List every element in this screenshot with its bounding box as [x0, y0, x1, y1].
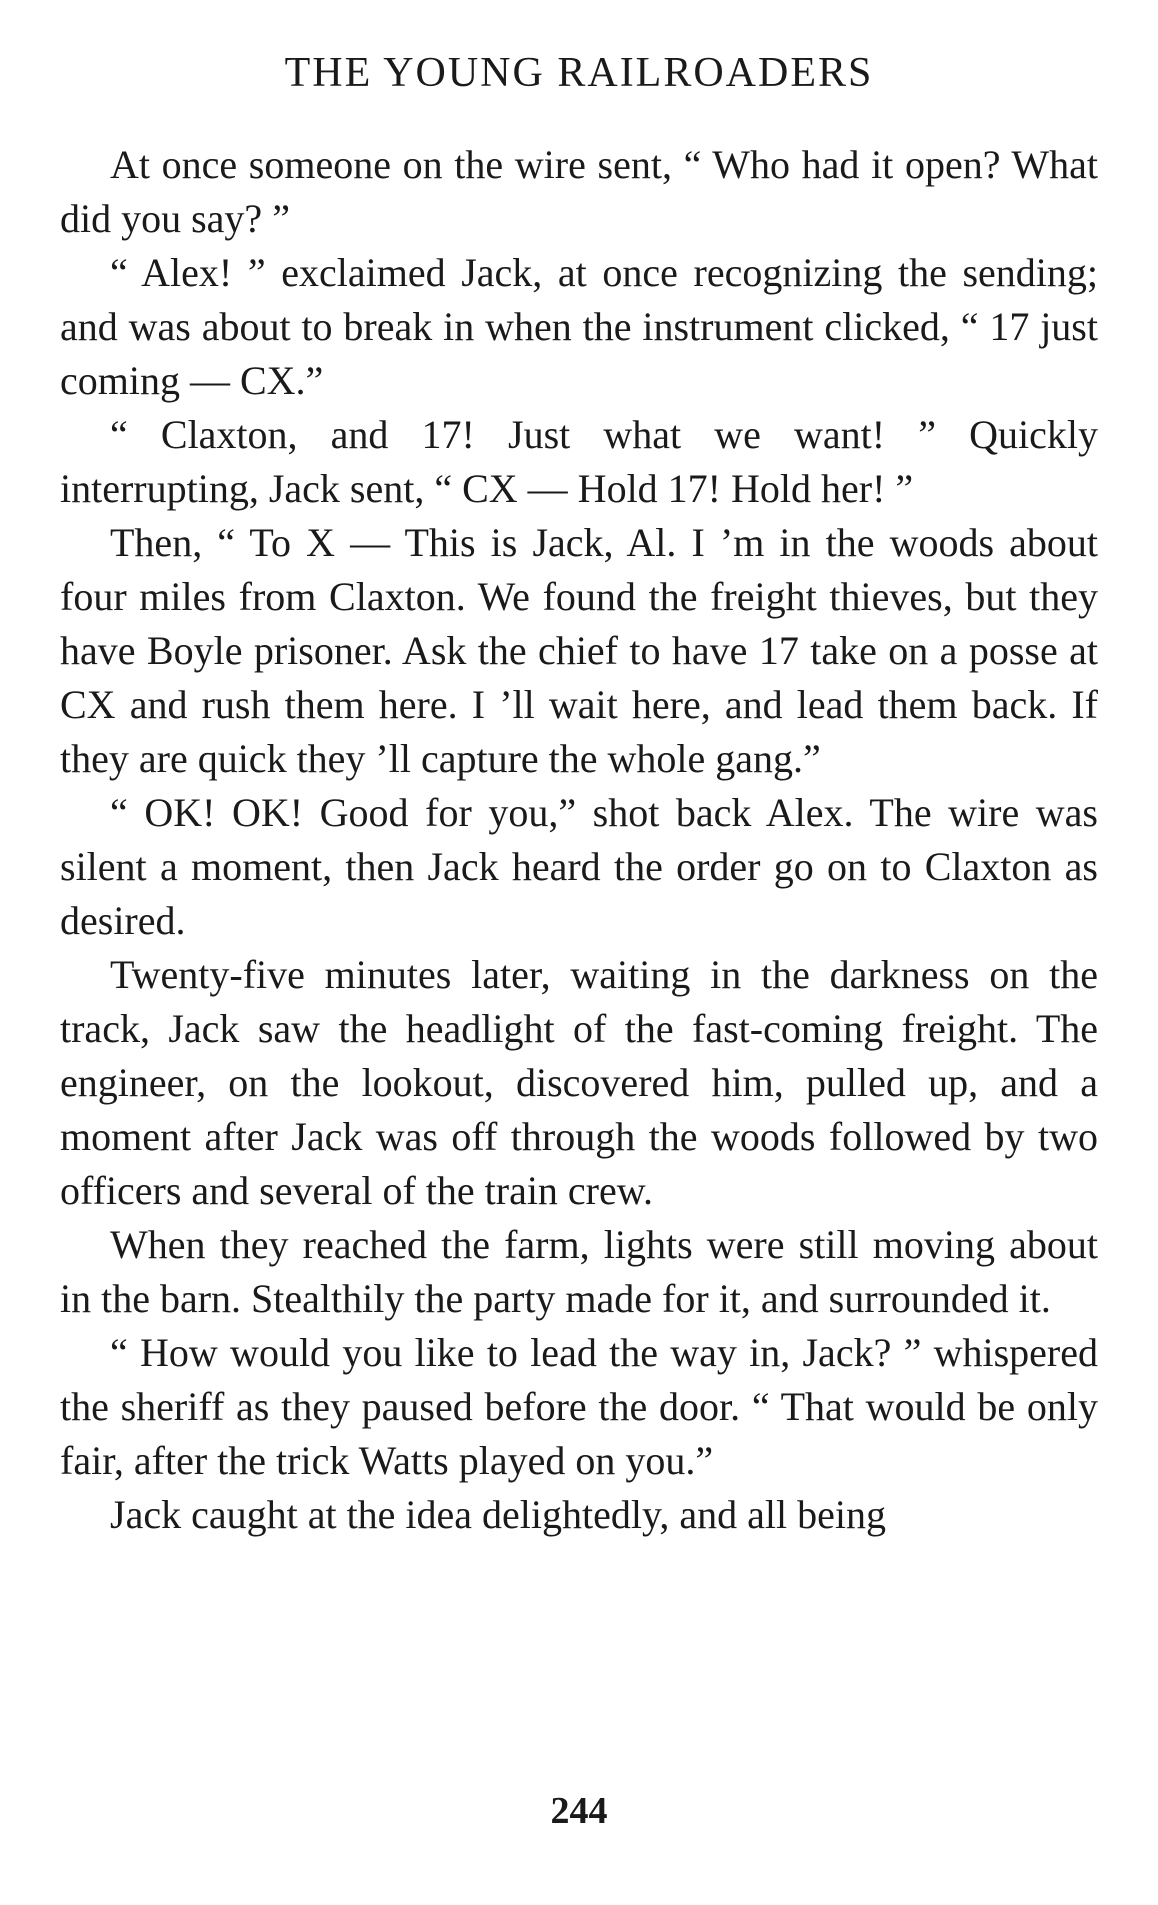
paragraph: At once someone on the wire sent, “ Who had it open? What did you say? ”: [60, 142, 1098, 241]
paragraph: “ Alex! ” exclaimed Jack, at once recognizing the sending; and was about to break in when the instrument clicked, “ 17 just coming — CX.”: [60, 250, 1098, 403]
body-text: [60, 138, 1098, 1542]
paragraph: “ Claxton, and 17! Just what we want! ” Quickly interrupting, Jack sent, “ CX — Hold 17! Hold her! ”: [60, 412, 1098, 511]
paragraph: “ OK! OK! Good for you,” shot back Alex. The wire was silent a moment, then Jack heard the order go on to Claxton as desired.: [60, 790, 1098, 943]
paragraph: Jack caught at the idea delightedly, and all being: [110, 1492, 887, 1537]
paragraph: “ How would you like to lead the way in, Jack? ” whispered the sheriff as they paused before the door. “ That would be only fair, after the trick Watts played on you.”: [60, 1330, 1098, 1483]
paragraph: When they reached the farm, lights were still moving about in the barn. Stealthily the party made for it, and surrounded it.: [60, 1222, 1098, 1321]
page-number: 244: [550, 1790, 608, 1832]
running-head: THE YOUNG RAILROADERS: [284, 50, 874, 96]
paragraph: Twenty-five minutes later, waiting in the darkness on the track, Jack saw the headlight of the fast-coming freight. The engineer, on the lookout, discovered him, pulled up, and a moment after Jack was off through the woods followed by two officers and several of the train crew.: [60, 952, 1098, 1213]
paragraph: Then, “ To X — This is Jack, Al. I ’m in the woods about four miles from Claxton. We found the freight thieves, but they have Boyle prisoner. Ask the chief to have 17 take on a posse at CX and rush them here. I ’ll wait here, and lead them back. If they are quick they ’ll capture the whole gang.”: [60, 520, 1098, 781]
